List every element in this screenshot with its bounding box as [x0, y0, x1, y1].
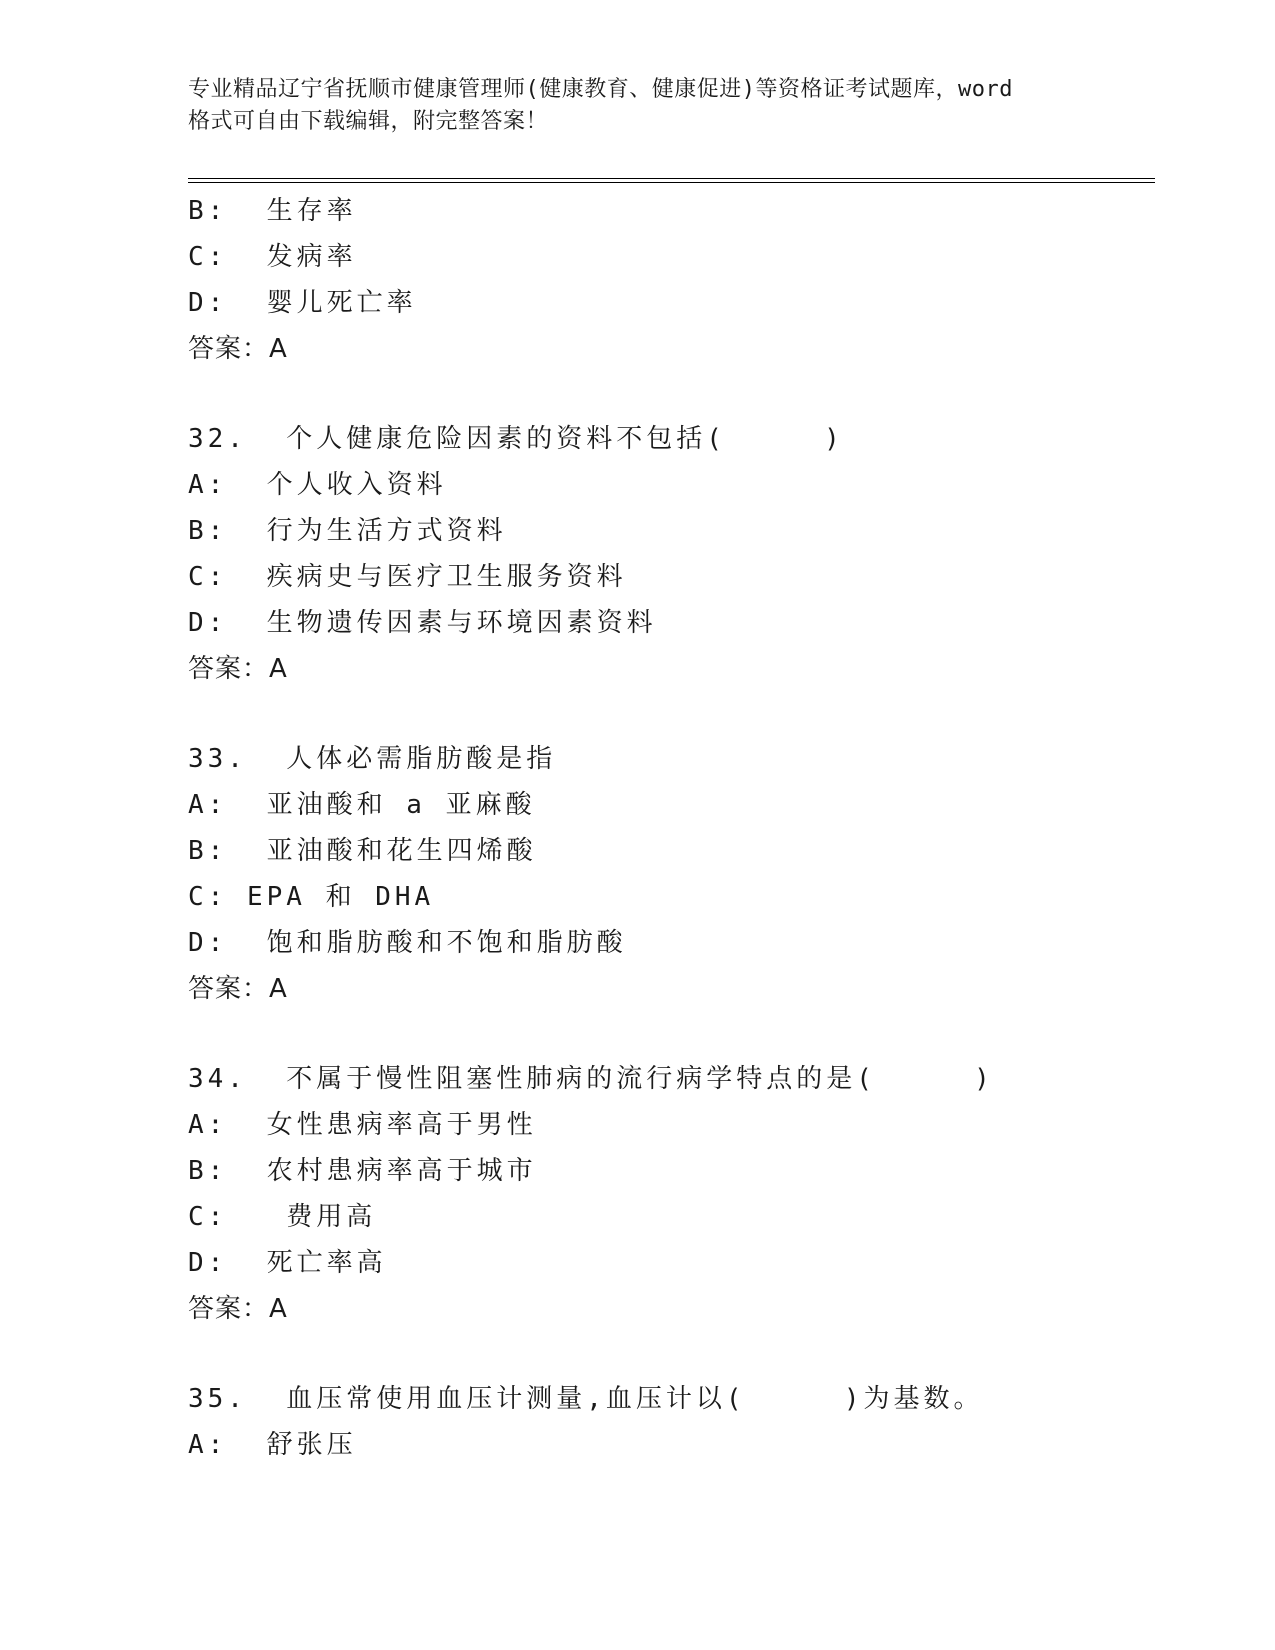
option-d: D: 饱和脂肪酸和不饱和脂肪酸 — [188, 928, 627, 958]
option-a: A: 个人收入资料 — [188, 470, 447, 500]
answer: 答案：A — [188, 974, 288, 1004]
option-b: B: 农村患病率高于城市 — [188, 1156, 537, 1186]
option-b: B: 生存率 — [188, 196, 357, 226]
header-line-2: 格式可自由下载编辑，附完整答案！ — [188, 109, 549, 134]
question-32 — [188, 416, 1148, 692]
option-c: C: EPA 和 DHA — [188, 882, 435, 912]
option-a: A: 女性患病率高于男性 — [188, 1110, 537, 1140]
header-divider-bottom — [188, 182, 1155, 183]
option-a: A: 亚油酸和 a 亚麻酸 — [188, 790, 536, 820]
option-d: D: 死亡率高 — [188, 1248, 387, 1278]
option-a: A: 舒张压 — [188, 1430, 357, 1460]
option-b: B: 行为生活方式资料 — [188, 516, 507, 546]
question-stem: 35. 血压常使用血压计测量,血压计以( )为基数。 — [188, 1384, 984, 1414]
question-34 — [188, 1056, 1148, 1332]
answer: 答案：A — [188, 654, 288, 684]
option-c: C: 费用高 — [188, 1202, 377, 1232]
question-31-tail — [188, 188, 1148, 372]
option-c: C: 发病率 — [188, 242, 357, 272]
option-b: B: 亚油酸和花生四烯酸 — [188, 836, 537, 866]
option-d: D: 婴儿死亡率 — [188, 288, 417, 318]
question-35 — [188, 1376, 1148, 1468]
question-33 — [188, 736, 1148, 1012]
question-stem: 33. 人体必需脂肪酸是指 — [188, 744, 557, 774]
answer: 答案：A — [188, 334, 288, 364]
option-c: C: 疾病史与医疗卫生服务资料 — [188, 562, 627, 592]
answer: 答案：A — [188, 1294, 288, 1324]
option-d: D: 生物遗传因素与环境因素资料 — [188, 608, 657, 638]
header-line-1: 专业精品辽宁省抚顺市健康管理师(健康教育、健康促进)等资格证考试题库，word — [188, 77, 1013, 102]
question-list — [188, 188, 1148, 1468]
question-stem: 32. 个人健康危险因素的资料不包括( ) — [188, 424, 844, 454]
header-divider-top — [188, 178, 1155, 179]
document-header — [188, 74, 1088, 138]
question-stem: 34. 不属于慢性阻塞性肺病的流行病学特点的是( ) — [188, 1064, 994, 1094]
